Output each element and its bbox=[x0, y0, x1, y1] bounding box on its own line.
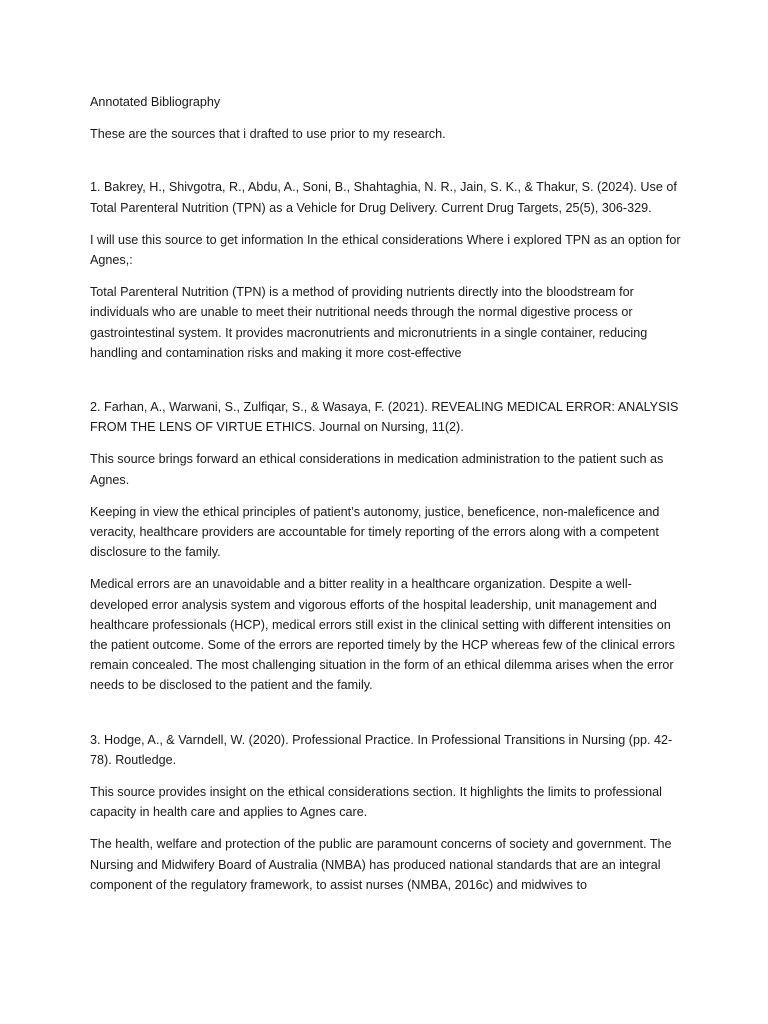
document-title: Annotated Bibliography bbox=[90, 95, 221, 109]
annotation-1-para-1: I will use this source to get information In the ethical considerations Where i explored TPN as an option for Agnes,: bbox=[90, 232, 681, 268]
annotation-2-para-1: This source brings forward an ethical considerations in medication administration to the patient such as Agnes. bbox=[90, 452, 664, 487]
document-page bbox=[90, 92, 686, 907]
annotation-1-para-2: Total Parenteral Nutrition (TPN) is a method of providing nutrients directly into the bloodstream for individuals who are unable to meet their nutritional needs through the normal digestive process or gastrointestinal system. It provides macronutrients and micronutrients in a single container, reducing handling and contamination risks and making it more cost-effective bbox=[90, 285, 648, 360]
citation-3: 3. Hodge, A., & Varndell, W. (2020). Professional Practice. In Professional Transitions in Nursing (pp. 42-78). Routledge. bbox=[90, 732, 673, 767]
annotation-2-para-3: Medical errors are an unavoidable and a bitter reality in a healthcare organization. Despite a well-developed error analysis system and vigorous efforts of the hospital leadership, unit management and healthcare professionals (HCP), medical errors still exist in the clinical setting with different intensities on the patient outcome. Some of the errors are reported timely by the HCP whereas few of the clinical errors remain concealed. The most challenging situation in the form of an ethical dilemma arises when the error needs to be disclosed to the patient and the family. bbox=[90, 577, 675, 693]
intro-paragraph: These are the sources that i drafted to use prior to my research. bbox=[90, 127, 446, 142]
annotation-3-para-2: The health, welfare and protection of the public are paramount concerns of society and government. The Nursing and Midwifery Board of Australia (NMBA) has produced national standards that are an integral component of the regulatory framework, to assist nurses (NMBA, 2016c) and midwives to bbox=[90, 837, 672, 892]
annotation-3-para-1: This source provides insight on the ethical considerations section. It highlights the limits to professional capacity in health care and applies to Agnes care. bbox=[90, 785, 662, 820]
citation-2: 2. Farhan, A., Warwani, S., Zulfiqar, S., & Wasaya, F. (2021). REVEALING MEDICAL ERROR: ANALYSIS FROM THE LENS OF VIRTUE ETHICS. Journal on Nursing, 11(2). bbox=[90, 400, 679, 435]
citation-1: 1. Bakrey, H., Shivgotra, R., Abdu, A., Soni, B., Shahtaghia, N. R., Jain, S. K., & Thakur, S. (2024). Use of Total Parenteral Nutrition (TPN) as a Vehicle for Drug Delivery. Current Drug Targets, 25(5), 306-329. bbox=[90, 180, 677, 215]
annotation-2-para-2: Keeping in view the ethical principles of patient’s autonomy, justice, beneficence, non-maleficence and veracity, healthcare providers are accountable for timely reporting of the errors along with a competent disclosure to the family. bbox=[90, 504, 660, 560]
